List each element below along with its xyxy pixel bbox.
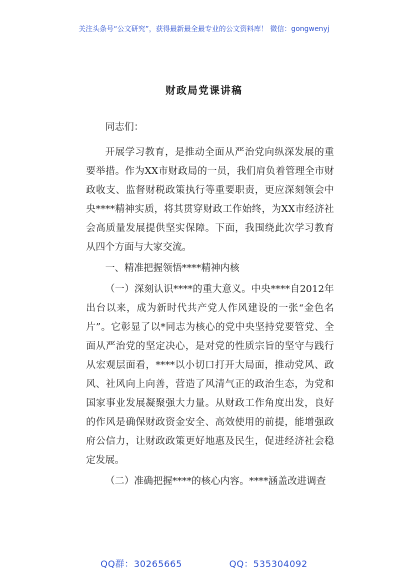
intro-paragraph: 开展学习教育，是推动全面从严治党向纵深发展的重要举措。作为XX市财政局的一员，我们肩负着管理全市财政收支、监督财税政策执行等重要职责，更应深刻领会中央****精神实质，将其贯穿财政工作始终，为XX市经济社会高质量发展提供坚实保障。下面，我围绕此次学习教育从四个方面与大家交流。 xyxy=(86,147,334,253)
document-body xyxy=(86,118,334,493)
contact-footer xyxy=(0,557,408,570)
qq-number: QQ：535304092 xyxy=(229,560,308,570)
subsection-paragraph: （一）深刻认识****的重大意义。中央****自2012年出台以来，成为新时代共产党人作风建设的一张“金色名片”。它彰显了以*同志为核心的党中央坚持党要管党、全面从严治党的坚定决心，是对党的性质宗旨的坚守与践行从宏观层面看，****以小切口打开大局面，推动党风、政风、社风向上向善，营造了风清气正的政治生态，为党和国家事业发展凝聚强大力量。从财政工作角度出发，良好的作风是确保财政资金安全、高效使用的前提，能增强政府公信力，让财政政策更好地惠及民生，促进经济社会稳定发展。 xyxy=(86,284,334,466)
promo-banner: 关注头条号“公文研究”，获得最新最全最专业的公文资料库！ 微信：gongwenyj xyxy=(78,25,330,33)
salutation: 同志们： xyxy=(105,122,144,133)
document-title: 财政局党课讲稿 xyxy=(165,86,243,97)
qq-group-number: QQ群：30265665 xyxy=(100,560,183,570)
section-heading: 一、精准把握领悟****精神内核 xyxy=(105,263,240,274)
subsection-paragraph: （二）准确把握****的核心内容。****涵盖改进调查 xyxy=(105,476,326,487)
